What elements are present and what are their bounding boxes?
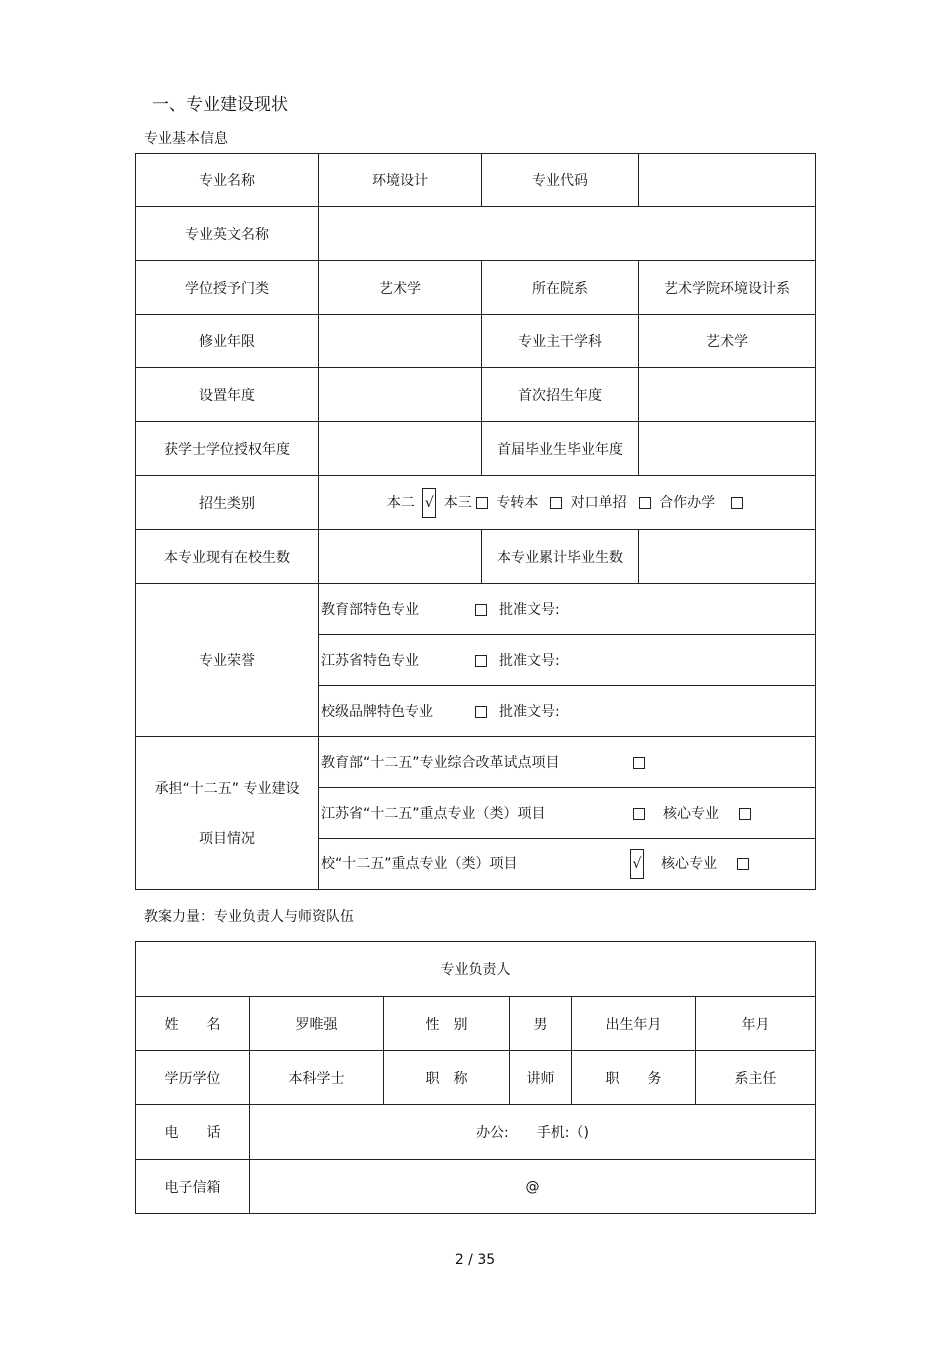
label-degree-auth-year: 获学士学位授权年度 — [136, 422, 319, 476]
value-total-graduates — [639, 530, 816, 584]
table-row — [136, 942, 816, 997]
team-title: 教案力量：专业负责人与师资队伍 — [144, 909, 354, 925]
value-title: 讲师 — [510, 1051, 572, 1105]
project-item — [319, 737, 816, 788]
label-degree-category: 学位授予门类 — [136, 261, 319, 315]
value-phone: 办公: 手机:（) — [250, 1105, 816, 1160]
leader-header: 专业负责人 — [136, 942, 816, 997]
label-honor: 专业荣誉 — [136, 584, 319, 737]
value-setup-year — [319, 368, 482, 422]
table-row — [136, 261, 816, 315]
label-email: 电子信箱 — [136, 1160, 250, 1214]
approval-label: 批准文号: — [499, 602, 560, 618]
honor-item — [319, 635, 816, 686]
honor-item — [319, 584, 816, 635]
label-birth: 出生年月 — [572, 997, 696, 1051]
project-item-label: 江苏省“十二五”重点专业（类）项目 — [321, 806, 546, 822]
basic-info-title: 专业基本信息 — [144, 131, 228, 147]
label-enroll-type: 招生类别 — [136, 476, 319, 530]
section-heading: 一、专业建设现状 — [152, 95, 288, 115]
core-major-label: 核心专业 — [661, 856, 717, 872]
label-setup-year: 设置年度 — [136, 368, 319, 422]
option-hezuo: 合作办学 — [659, 494, 716, 511]
table-row — [136, 207, 816, 261]
value-gender: 男 — [510, 997, 572, 1051]
page-number: 2 / 35 — [454, 1252, 496, 1268]
checkbox[interactable] — [475, 706, 487, 718]
value-first-enroll-year — [639, 368, 816, 422]
table-row — [136, 997, 816, 1051]
value-first-graduate-year — [639, 422, 816, 476]
honor-item-label: 教育部特色专业 — [321, 602, 419, 618]
table-row — [136, 584, 816, 635]
option-ben3: 本三 — [443, 494, 472, 511]
checkbox[interactable] — [737, 858, 749, 870]
option-ben2: 本二 — [386, 494, 415, 511]
honor-item-label: 江苏省特色专业 — [321, 653, 419, 669]
value-study-years — [319, 315, 482, 368]
label-current-students: 本专业现有在校生数 — [136, 530, 319, 584]
label-department: 所在院系 — [482, 261, 639, 315]
value-department: 艺术学院环境设计系 — [639, 261, 816, 315]
table-row — [136, 476, 816, 530]
checkbox[interactable] — [633, 757, 645, 769]
approval-label: 批准文号: — [499, 704, 560, 720]
core-major-label: 核心专业 — [663, 806, 719, 822]
label-major-code: 专业代码 — [482, 154, 639, 207]
table-row — [136, 368, 816, 422]
label-phone: 电 话 — [136, 1105, 250, 1160]
table-row — [136, 1160, 816, 1214]
label-english-name: 专业英文名称 — [136, 207, 319, 261]
value-major-name: 环境设计 — [319, 154, 482, 207]
project-item-label: 校“十二五”重点专业（类）项目 — [321, 856, 518, 872]
value-birth: 年月 — [696, 997, 816, 1051]
table-row — [136, 737, 816, 788]
table-row — [136, 1051, 816, 1105]
label-post: 职 务 — [572, 1051, 696, 1105]
value-name: 罗唯强 — [250, 997, 384, 1051]
table-row — [136, 1105, 816, 1160]
label-title: 职 称 — [384, 1051, 510, 1105]
checkbox[interactable] — [475, 604, 487, 616]
honor-item — [319, 686, 816, 737]
value-english-name — [319, 207, 816, 261]
label-total-graduates: 本专业累计毕业生数 — [482, 530, 639, 584]
label-study-years: 修业年限 — [136, 315, 319, 368]
basic-info-table — [135, 153, 816, 890]
value-education: 本科学士 — [250, 1051, 384, 1105]
label-major-name: 专业名称 — [136, 154, 319, 207]
checkbox[interactable] — [639, 497, 651, 509]
project-item-label: 教育部“十二五”专业综合改革试点项目 — [321, 755, 560, 771]
value-degree-auth-year — [319, 422, 482, 476]
enroll-type-options — [319, 476, 816, 530]
project-item — [319, 839, 816, 890]
honor-item-label: 校级品牌特色专业 — [321, 704, 433, 720]
approval-label: 批准文号: — [499, 653, 560, 669]
table-row — [136, 422, 816, 476]
option-duikou: 对口单招 — [570, 494, 627, 511]
checkbox[interactable] — [633, 808, 645, 820]
label-name: 姓 名 — [136, 997, 250, 1051]
option-zhuanzhuanben: 专转本 — [496, 494, 539, 511]
value-post: 系主任 — [696, 1051, 816, 1105]
value-major-code — [639, 154, 816, 207]
label-main-discipline: 专业主干学科 — [482, 315, 639, 368]
project-item — [319, 788, 816, 839]
label-project — [136, 737, 319, 890]
value-current-students — [319, 530, 482, 584]
value-email: @ — [250, 1160, 816, 1214]
checkmark-icon[interactable]: √ — [422, 488, 436, 518]
label-education: 学历学位 — [136, 1051, 250, 1105]
table-row — [136, 315, 816, 368]
checkbox[interactable] — [731, 497, 743, 509]
checkbox[interactable] — [550, 497, 562, 509]
checkmark-icon[interactable]: √ — [630, 849, 644, 879]
table-row — [136, 530, 816, 584]
project-label-line2: 项目情况 — [199, 831, 255, 847]
checkbox[interactable] — [739, 808, 751, 820]
label-first-enroll-year: 首次招生年度 — [482, 368, 639, 422]
leader-table — [135, 941, 816, 1214]
label-gender: 性 别 — [384, 997, 510, 1051]
label-first-graduate-year: 首届毕业生毕业年度 — [482, 422, 639, 476]
project-label-line1: 承担“十二五” 专业建设 — [154, 781, 300, 797]
checkbox[interactable] — [475, 655, 487, 667]
table-row — [136, 154, 816, 207]
value-degree-category: 艺术学 — [319, 261, 482, 315]
checkbox[interactable] — [476, 497, 488, 509]
value-main-discipline: 艺术学 — [639, 315, 816, 368]
